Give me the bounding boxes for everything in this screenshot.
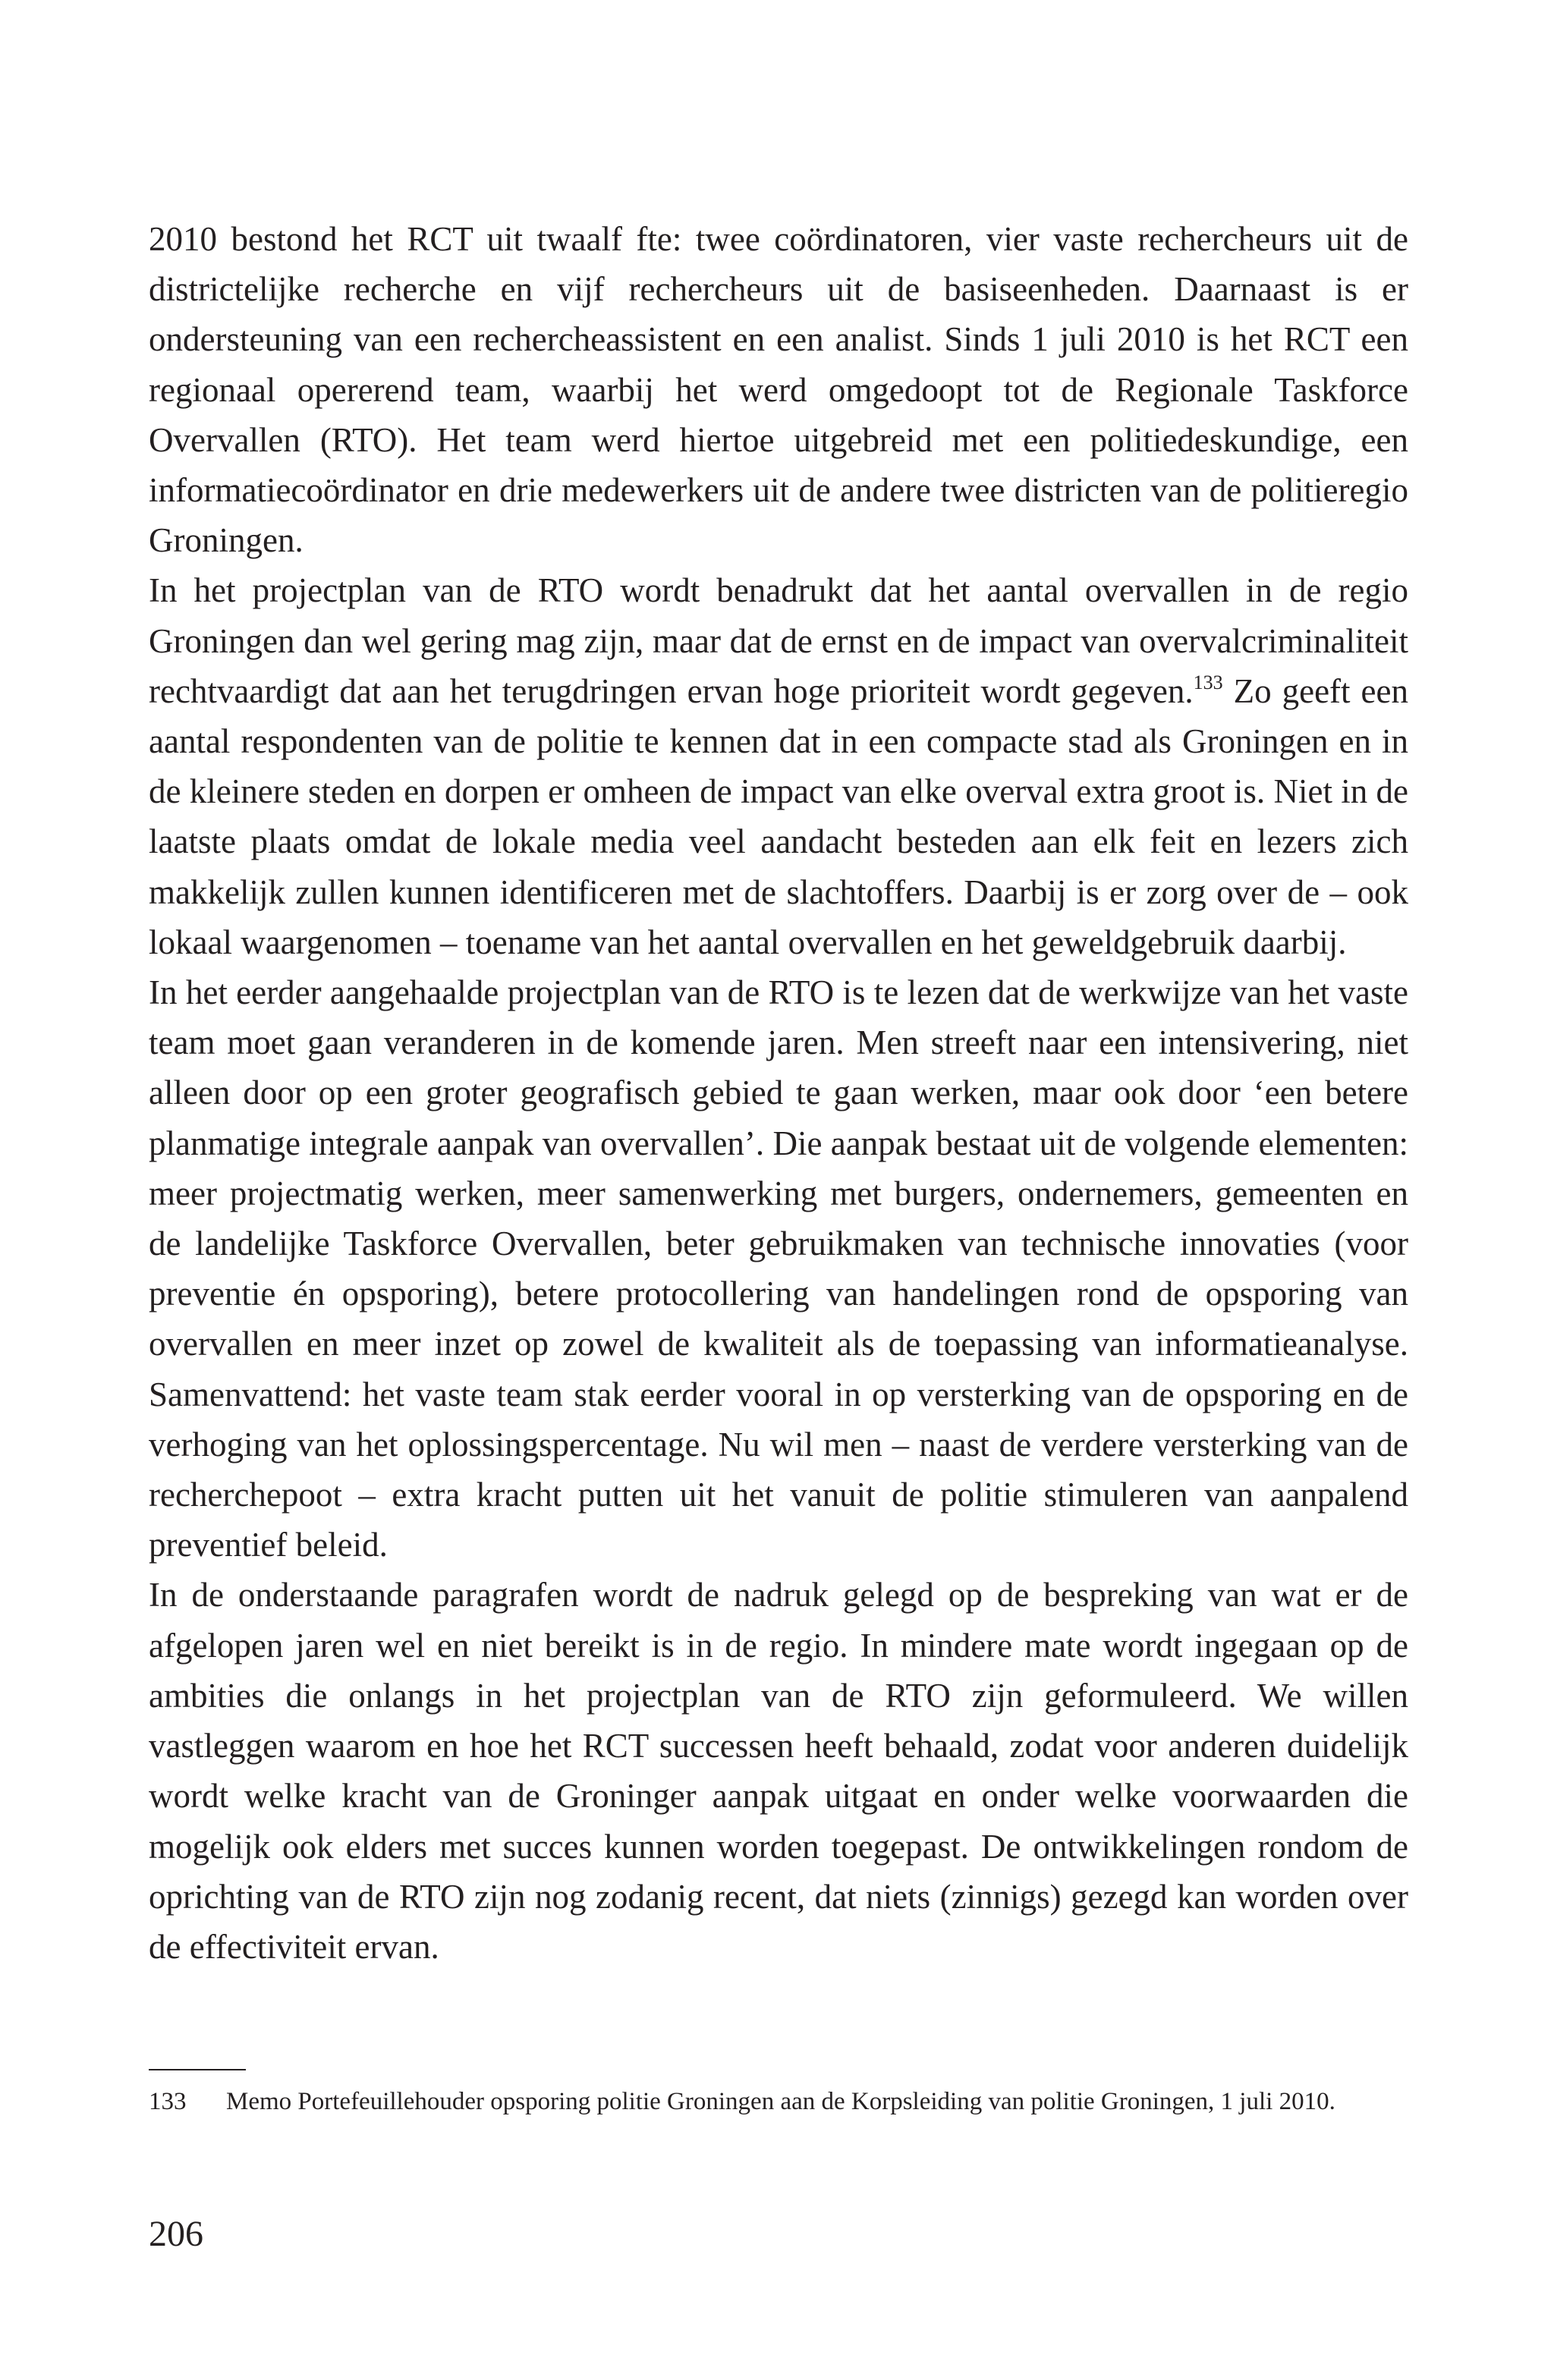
footnote-divider xyxy=(149,2069,246,2070)
body-text xyxy=(149,214,1408,1972)
paragraph-working-method: In het eerder aangehaalde projectplan van de RTO is te lezen dat de werkwijze van het vaste team moet gaan veranderen in de komende jaren. Men streeft naar een intensivering, niet alleen door op een groter geografisch gebied te gaan werken, maar ook door ‘een betere planmatige integrale aanpak van overvallen’. Die aanpak bestaat uit de volgende elementen: meer projectmatig werken, meer samenwerking met burgers, ondernemers, gemeenten en de landelijke Taskforce Overvallen, beter gebruikmaken van technische innovaties (voor preventie én opsporing), betere protocollering van handelingen rond de opsporing van overvallen en meer inzet op zowel de kwaliteit als de toepassing van informatieanalyse. Samenvattend: het vaste team stak eerder vooral in op versterking van de opsporing en de verhoging van het oplossingspercentage. Nu wil men – naast de verdere versterking van de recherchepoot – extra kracht putten uit het vanuit de politie stimuleren van aanpalend preventief beleid. xyxy=(149,973,1408,1564)
paragraph-text-before-note: In het projectplan van de RTO wordt benadrukt dat het aantal overvallen in de regio Groningen dan wel gering mag zijn, maar dat de ernst en de impact van overvalcriminaliteit rechtvaardigt dat aan het terugdringen ervan hoge prioriteit wordt gegeven. xyxy=(149,571,1408,710)
footnote-reference[interactable]: 133 xyxy=(1193,671,1223,693)
paragraph-outline: In de onderstaande paragrafen wordt de nadruk gelegd op de bespreking van wat er de afgelopen jaren wel en niet bereikt is in de regio. In mindere mate wordt ingegaan op de ambities die onlangs in het projectplan van de RTO zijn geformuleerd. We willen vastleggen waarom en hoe het RCT successen heeft behaald, zodat voor anderen duidelijk wordt welke kracht van de Groninger aanpak uitgaat en onder welke voorwaarden die mogelijk ook elders met succes kunnen worden toegepast. De ontwikkelingen rondom de oprichting van de RTO zijn nog zodanig recent, dat niets (zinnigs) gezegd kan worden over de effectiviteit ervan. xyxy=(149,1576,1408,1966)
footnote-number: 133 xyxy=(149,2088,187,2115)
page-number: 206 xyxy=(149,2214,203,2254)
paragraph-rct-staffing: 2010 bestond het RCT uit twaalf fte: twee coördinatoren, vier vaste rechercheurs uit de districtelijke recherche en vijf rechercheurs uit de basiseenheden. Daarnaast is er ondersteuning van een rechercheassistent en een analist. Sinds 1 juli 2010 is het RCT een regionaal opererend team, waarbij het werd omgedoopt tot de Regionale Taskforce Overvallen (RTO). Het team werd hiertoe uitgebreid met een politiedeskundige, een informatiecoördinator en drie medewerkers uit de andere twee districten van de politieregio Groningen. xyxy=(149,220,1408,560)
footnote xyxy=(149,2083,1408,2121)
footnote-text: Memo Portefeuillehouder opsporing politie Groningen aan de Korpsleiding van politie Groningen, 1 juli 2010. xyxy=(226,2088,1335,2115)
paragraph-projectplan-impact xyxy=(149,565,1408,967)
paragraph-text-after-note: Zo geeft een aantal respondenten van de politie te kennen dat in een compacte stad als Groningen en in de kleinere steden en dorpen er omheen de impact van elke overval extra groot is. Niet in de laatste plaats omdat de lokale media veel aandacht besteden aan elk feit en lezers zich makkelijk zullen kunnen identificeren met de slachtoffers. Daarbij is er zorg over de – ook lokaal waargenomen – toename van het aantal overvallen en het geweldgebruik daarbij. xyxy=(149,671,1408,961)
